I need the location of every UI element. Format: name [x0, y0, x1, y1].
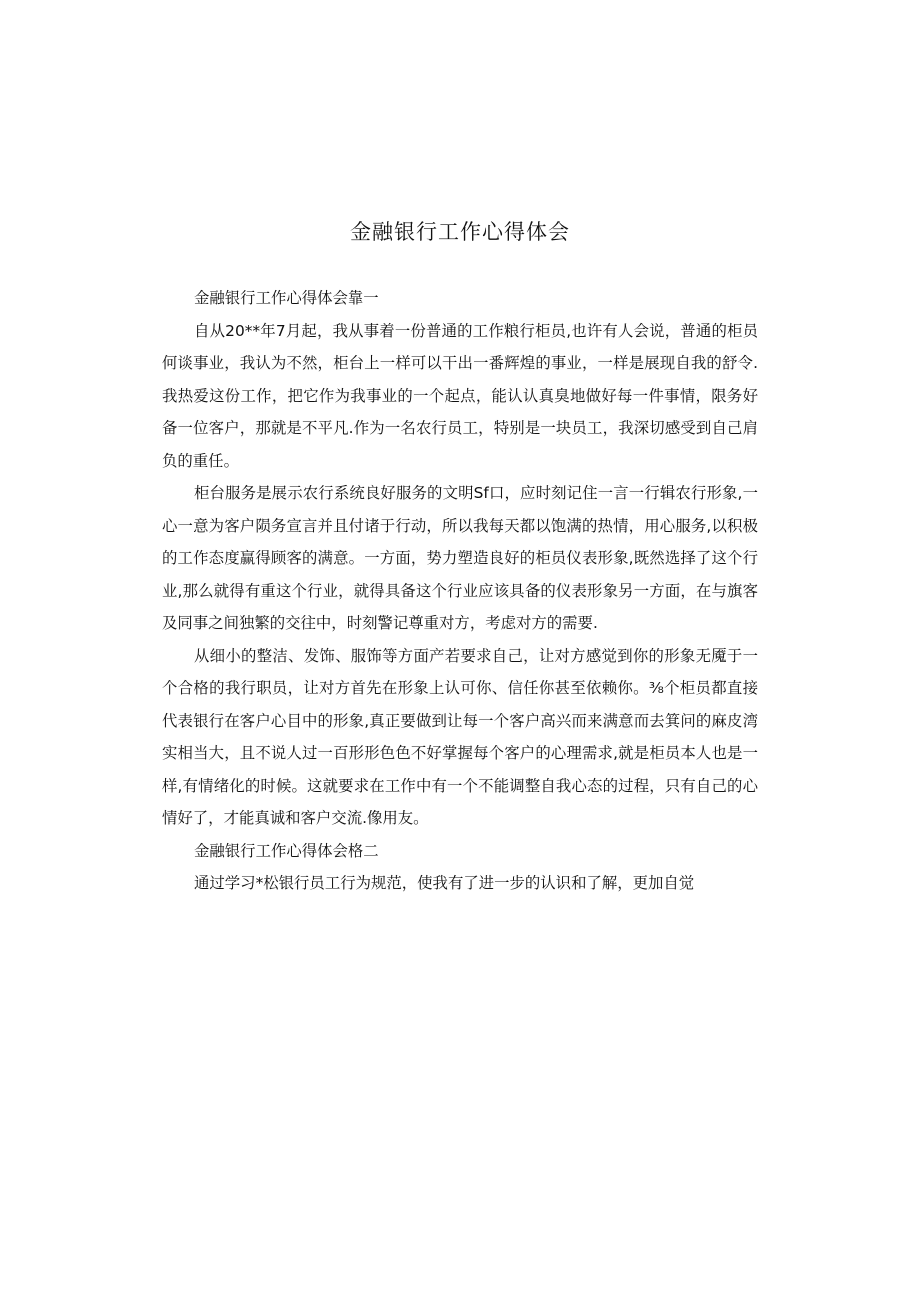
document-title: 金融银行工作心得体会 [350, 220, 570, 244]
section-heading-1: 金融银行工作心得体会靠一 [194, 289, 379, 307]
paragraph-1: 自从20**年7月起，我从事着一份普通的工作粮行柜员,也许有人会说，普通的柜员何谈事业，我认为不然，柜台上一样可以干出一番辉煌的事业，一样是展现自我的舒令.我热爱这份工作，把它作为我事业的一个起点，能认认真臭地做好每一件事情，限务好备一位客户，那就是不平凡.作为一名农行员工，特别是一块员工，我深切感受到自己肩负的重任。 [162, 321, 758, 470]
paragraph-2: 柜台服务是展示农行系统良好服务的文明Sf口，应时刻记住一言一行辑农行形象,一心一意为客户陨务宣言并且付诸于行动，所以我每天都以饱满的热情，用心服务,以积极的工作态度赢得顾客的满意。一方面，势力塑造良好的柜员仪表形象,既然选择了这个行业,那么就得有重这个行业，就得具备这个行业应该具备的仪表形象另一方面，在与旗客及同事之间独繁的交往中，时刻警记尊重对方，考虑对方的需要. [162, 484, 758, 632]
document-body [162, 282, 758, 900]
section-heading-2: 金融银行工作心得体会格二 [194, 841, 379, 860]
paragraph-4: 通过学习*松银行员工行为规范，使我有了进一步的认识和了解，更加自觉 [194, 874, 695, 892]
paragraph-3: 从细小的整洁、发饰、服饰等方面产若要求自己，让对方感觉到你的形象无魇于一个合格的我行职员，让对方首先在形象上认可你、信任你甚至依赖你。⅜个柜员都直接代表银行在客户心目中的形象,真正要做到让每一个客户高兴而来满意而去箕问的麻皮湾实相当大，且不说人过一百形形色色不好掌握每个客户的心理需求,就是柜员本人也是一样,有情绪化的时候。这就要求在工作中有一个不能调整自我心态的过程，只有自己的心情好了，才能真诚和客户交流.像用友。 [162, 646, 758, 827]
